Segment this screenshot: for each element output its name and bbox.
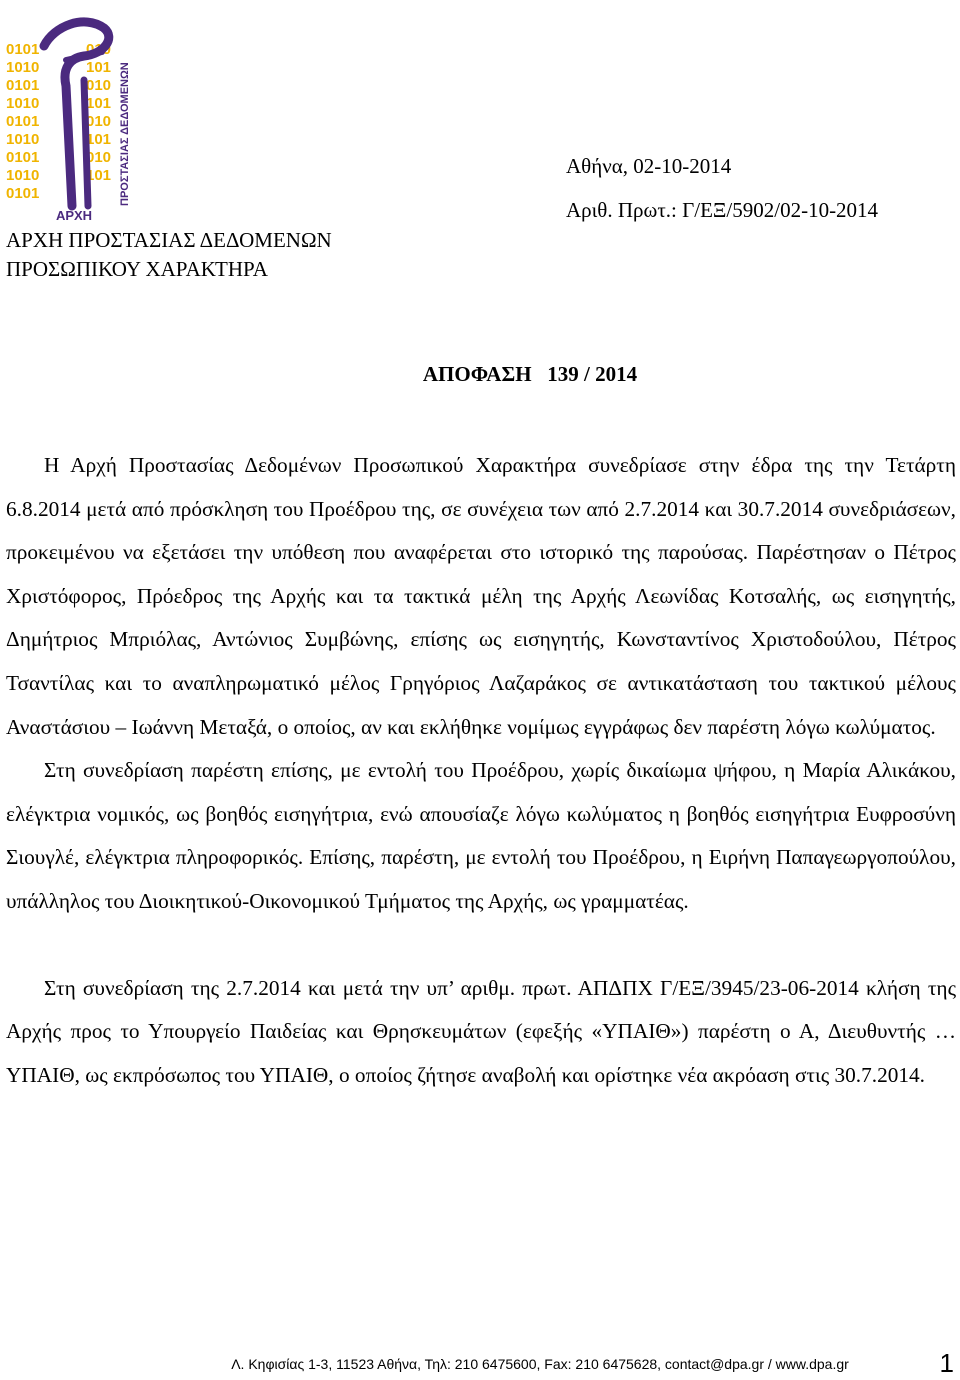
svg-text:1010: 1010 [6,167,40,184]
svg-text:0101: 0101 [6,77,40,94]
svg-text:0101: 0101 [6,149,40,166]
footer-address [0,1356,960,1372]
document-meta [566,144,878,232]
svg-text:1010: 1010 [6,131,40,148]
svg-text:ΠΡΟΣΤΑΣΙΑΣ ΔΕΔΟΜΕΝΩΝ: ΠΡΟΣΤΑΣΙΑΣ ΔΕΔΟΜΕΝΩΝ [119,62,131,206]
paragraph-2: Στη συνεδρίαση παρέστη επίσης, με εντολή του Προέδρου, χωρίς δικαίωμα ψήφου, η Μαρία Αλικάκου, ελέγκτρια νομικός, ως βοηθός εισηγήτρια, ενώ απουσίαζε λόγω κωλύματος η βοηθός εισηγήτρια Ευφροσύνη Σιουγλέ, ελέγκτρια πληροφορικός. Επίσης, παρέστη, με εντολή του Προέδρου, η Ειρήνη Παπαγεωργοπούλου, υπάλληλος του Διοικητικού-Οικονομικού Τμήματος της Αρχής, ως γραμματέας. [6,758,956,913]
authority-line-1: ΑΡΧΗ ΠΡΟΣΤΑΣΙΑΣ ΔΕΔΟΜΕΝΩΝ [6,228,332,252]
protocol-number: Αριθ. Πρωτ.: Γ/ΕΞ/5902/02-10-2014 [566,198,879,222]
authority-name [6,226,332,284]
svg-text:101: 101 [86,131,112,148]
svg-text:101: 101 [86,167,112,184]
document-date: Αθήνα, 02-10-2014 [566,154,732,178]
svg-text:010: 010 [86,41,112,58]
svg-text:0101: 0101 [6,113,40,130]
svg-text:010: 010 [86,149,112,166]
svg-text:ΑΡΧΗ: ΑΡΧΗ [55,208,93,223]
svg-text:0101: 0101 [6,185,40,202]
svg-text:010: 010 [86,77,112,94]
decision-title [0,362,960,387]
svg-text:010: 010 [86,113,112,130]
footer-text: Λ. Κηφισίας 1-3, 11523 Αθήνα, Τηλ: 210 6475600, Fax: 210 6475628, contact@dpa.gr / www.dpa.gr [231,1356,849,1372]
page-number: 1 [939,1348,954,1378]
paragraph-1: Η Αρχή Προστασίας Δεδομένων Προσωπικού Χαρακτήρα συνεδρίασε στην έδρα της την Τετάρτη 6.8.2014 μετά από πρόσκληση του Προέδρου της, σε συνέχεια των από 2.7.2014 και 30.7.2014 συνεδριάσεων, προκειμένου να εξετάσει την υπόθεση που αναφέρεται στο ιστορικό της παρούσας. Παρέστησαν ο Πέτρος Χριστόφορος, Πρόεδρος της Αρχής και τα τακτικά μέλη της Αρχής Λεωνίδας Κοτσαλής, ως εισηγητής, Δημήτριος Μπριόλας, Αντώνιος Συμβώνης, επίσης ως εισηγητής, Κωνσταντίνος Χριστοδούλου, Πέτρος Τσαντίλας και το αναπληρωματικό μέλος Γρηγόριος Λαζαράκος σε αντικατάσταση του τακτικού μέλους Αναστάσιου – Ιωάννη Μεταξά, ο οποίος, αν και εκλήθηκε νομίμως εγγράφως δεν παρέστη λόγω κωλύματος. [6,453,956,739]
svg-text:0101: 0101 [6,41,40,58]
document-body [6,444,956,1097]
svg-text:1010: 1010 [6,59,40,76]
svg-text:101: 101 [86,95,112,112]
svg-text:1010: 1010 [6,95,40,112]
dpa-logo [4,6,144,224]
paragraph-3: Στη συνεδρίαση της 2.7.2014 και μετά την υπ’ αριθμ. πρωτ. ΑΠΔΠΧ Γ/ΕΞ/3945/23-06-2014 κλήση της Αρχής προς το Υπουργείο Παιδείας και Θρησκευμάτων (εφεξής «ΥΠΑΙΘ») παρέστη ο Α, Διευθυντής … ΥΠΑΙΘ, ως εκπρόσωπος του ΥΠΑΙΘ, ο οποίος ζήτησε αναβολή και ορίστηκε νέα ακρόαση στις 30.7.2014. [6,975,956,1087]
svg-text:101: 101 [86,59,112,76]
decision-title-text: ΑΠΟΦΑΣΗ 139 / 2014 [422,362,638,386]
authority-line-2: ΠΡΟΣΩΠΙΚΟΥ ΧΑΡΑΚΤΗΡΑ [6,257,268,281]
